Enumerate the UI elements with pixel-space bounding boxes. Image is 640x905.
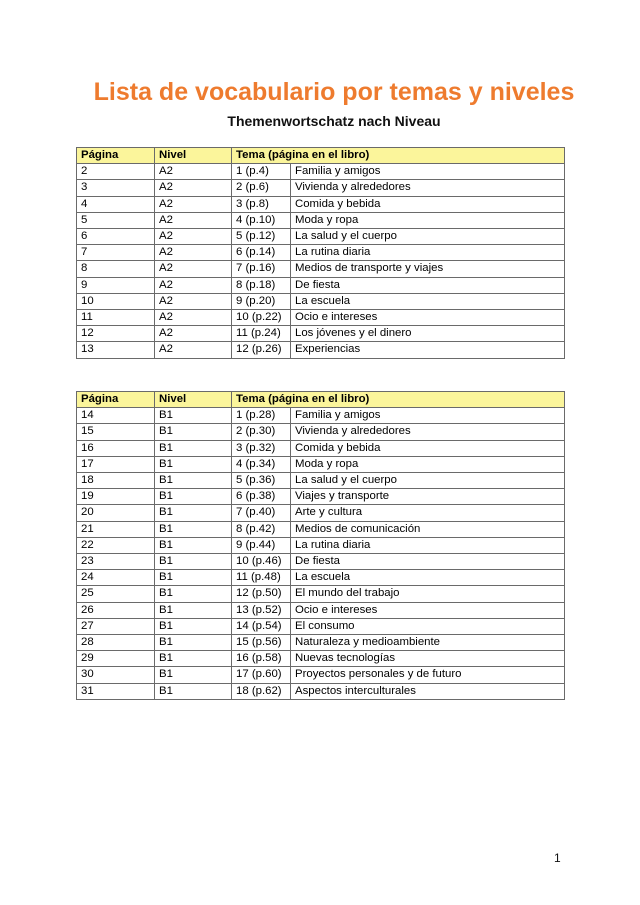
table-row xyxy=(77,635,565,651)
cell-level: B1 xyxy=(155,537,232,553)
cell-level: A2 xyxy=(155,180,232,196)
cell-page: 13 xyxy=(77,342,155,358)
cell-unit: 8 (p.18) xyxy=(232,277,291,293)
cell-topic: Aspectos interculturales xyxy=(291,683,565,699)
cell-unit: 14 (p.54) xyxy=(232,618,291,634)
cell-topic: La escuela xyxy=(291,293,565,309)
cell-topic: Medios de transporte y viajes xyxy=(291,261,565,277)
cell-unit: 16 (p.58) xyxy=(232,651,291,667)
cell-topic: La rutina diaria xyxy=(291,537,565,553)
cell-unit: 10 (p.22) xyxy=(232,310,291,326)
cell-topic: Los jóvenes y el dinero xyxy=(291,326,565,342)
table-row xyxy=(77,326,565,342)
table-row xyxy=(77,261,565,277)
header-topic: Tema (página en el libro) xyxy=(232,392,565,408)
cell-level: A2 xyxy=(155,277,232,293)
cell-topic: Medios de comunicación xyxy=(291,521,565,537)
page-title: Lista de vocabulario por temas y niveles xyxy=(93,78,575,106)
cell-page: 29 xyxy=(77,651,155,667)
vocabulary-table-b1 xyxy=(76,391,565,700)
cell-level: A2 xyxy=(155,229,232,245)
cell-level: B1 xyxy=(155,635,232,651)
cell-unit: 12 (p.50) xyxy=(232,586,291,602)
cell-unit: 3 (p.32) xyxy=(232,440,291,456)
table-header-row xyxy=(77,392,565,408)
cell-unit: 6 (p.38) xyxy=(232,489,291,505)
cell-page: 14 xyxy=(77,408,155,424)
cell-page: 22 xyxy=(77,537,155,553)
table-row xyxy=(77,277,565,293)
cell-unit: 1 (p.4) xyxy=(232,164,291,180)
table-row xyxy=(77,554,565,570)
cell-page: 12 xyxy=(77,326,155,342)
table-row xyxy=(77,180,565,196)
cell-level: B1 xyxy=(155,473,232,489)
cell-topic: El consumo xyxy=(291,618,565,634)
cell-topic: De fiesta xyxy=(291,277,565,293)
cell-topic: Familia y amigos xyxy=(291,408,565,424)
table-row xyxy=(77,489,565,505)
header-level: Nivel xyxy=(155,148,232,164)
cell-page: 30 xyxy=(77,667,155,683)
cell-unit: 11 (p.48) xyxy=(232,570,291,586)
table-row xyxy=(77,245,565,261)
cell-page: 15 xyxy=(77,424,155,440)
cell-level: B1 xyxy=(155,440,232,456)
cell-level: B1 xyxy=(155,618,232,634)
table-row xyxy=(77,602,565,618)
cell-topic: Nuevas tecnologías xyxy=(291,651,565,667)
cell-unit: 1 (p.28) xyxy=(232,408,291,424)
cell-level: B1 xyxy=(155,586,232,602)
cell-topic: Arte y cultura xyxy=(291,505,565,521)
page-number: 1 xyxy=(554,851,561,865)
cell-topic: Experiencias xyxy=(291,342,565,358)
header-page: Página xyxy=(77,392,155,408)
table-row xyxy=(77,537,565,553)
cell-topic: Comida y bebida xyxy=(291,440,565,456)
cell-unit: 5 (p.12) xyxy=(232,229,291,245)
cell-topic: Comida y bebida xyxy=(291,196,565,212)
cell-unit: 6 (p.14) xyxy=(232,245,291,261)
table-row xyxy=(77,424,565,440)
cell-unit: 12 (p.26) xyxy=(232,342,291,358)
cell-unit: 10 (p.46) xyxy=(232,554,291,570)
table-row xyxy=(77,473,565,489)
cell-page: 2 xyxy=(77,164,155,180)
cell-level: B1 xyxy=(155,651,232,667)
cell-topic: Moda y ropa xyxy=(291,456,565,472)
vocabulary-table-a2 xyxy=(76,147,565,359)
table-row xyxy=(77,521,565,537)
cell-topic: El mundo del trabajo xyxy=(291,586,565,602)
table-row xyxy=(77,229,565,245)
table-row xyxy=(77,342,565,358)
table-row xyxy=(77,293,565,309)
cell-unit: 15 (p.56) xyxy=(232,635,291,651)
header-page: Página xyxy=(77,148,155,164)
page-subtitle: Themenwortschatz nach Niveau xyxy=(227,113,441,129)
cell-unit: 2 (p.6) xyxy=(232,180,291,196)
cell-topic: Viajes y transporte xyxy=(291,489,565,505)
cell-level: B1 xyxy=(155,602,232,618)
cell-page: 17 xyxy=(77,456,155,472)
table-row xyxy=(77,212,565,228)
cell-unit: 11 (p.24) xyxy=(232,326,291,342)
cell-page: 20 xyxy=(77,505,155,521)
cell-level: B1 xyxy=(155,424,232,440)
cell-topic: Ocio e intereses xyxy=(291,310,565,326)
table-row xyxy=(77,651,565,667)
cell-level: B1 xyxy=(155,667,232,683)
cell-unit: 2 (p.30) xyxy=(232,424,291,440)
cell-unit: 13 (p.52) xyxy=(232,602,291,618)
cell-topic: Ocio e intereses xyxy=(291,602,565,618)
table-row xyxy=(77,408,565,424)
cell-unit: 9 (p.20) xyxy=(232,293,291,309)
cell-level: B1 xyxy=(155,570,232,586)
cell-page: 21 xyxy=(77,521,155,537)
cell-unit: 17 (p.60) xyxy=(232,667,291,683)
cell-topic: Vivienda y alrededores xyxy=(291,424,565,440)
cell-page: 27 xyxy=(77,618,155,634)
cell-unit: 7 (p.16) xyxy=(232,261,291,277)
cell-level: A2 xyxy=(155,310,232,326)
cell-page: 19 xyxy=(77,489,155,505)
table-row xyxy=(77,164,565,180)
cell-page: 3 xyxy=(77,180,155,196)
cell-page: 26 xyxy=(77,602,155,618)
table-row xyxy=(77,456,565,472)
cell-topic: La escuela xyxy=(291,570,565,586)
cell-topic: Naturaleza y medioambiente xyxy=(291,635,565,651)
cell-level: B1 xyxy=(155,489,232,505)
cell-unit: 9 (p.44) xyxy=(232,537,291,553)
cell-page: 9 xyxy=(77,277,155,293)
cell-page: 23 xyxy=(77,554,155,570)
cell-page: 5 xyxy=(77,212,155,228)
cell-unit: 5 (p.36) xyxy=(232,473,291,489)
table-row xyxy=(77,440,565,456)
cell-page: 28 xyxy=(77,635,155,651)
cell-unit: 18 (p.62) xyxy=(232,683,291,699)
cell-topic: De fiesta xyxy=(291,554,565,570)
table-header-row xyxy=(77,148,565,164)
cell-level: A2 xyxy=(155,342,232,358)
cell-level: B1 xyxy=(155,554,232,570)
header-level: Nivel xyxy=(155,392,232,408)
cell-page: 18 xyxy=(77,473,155,489)
table-row xyxy=(77,586,565,602)
header-topic: Tema (página en el libro) xyxy=(232,148,565,164)
cell-unit: 4 (p.34) xyxy=(232,456,291,472)
cell-topic: Proyectos personales y de futuro xyxy=(291,667,565,683)
cell-topic: La salud y el cuerpo xyxy=(291,473,565,489)
cell-level: B1 xyxy=(155,456,232,472)
cell-level: A2 xyxy=(155,164,232,180)
cell-level: B1 xyxy=(155,408,232,424)
cell-page: 31 xyxy=(77,683,155,699)
cell-topic: La rutina diaria xyxy=(291,245,565,261)
cell-level: A2 xyxy=(155,212,232,228)
cell-unit: 3 (p.8) xyxy=(232,196,291,212)
cell-level: B1 xyxy=(155,505,232,521)
cell-level: A2 xyxy=(155,261,232,277)
cell-topic: La salud y el cuerpo xyxy=(291,229,565,245)
cell-level: B1 xyxy=(155,683,232,699)
cell-level: A2 xyxy=(155,326,232,342)
table-row xyxy=(77,683,565,699)
table-row xyxy=(77,618,565,634)
cell-level: A2 xyxy=(155,293,232,309)
cell-page: 7 xyxy=(77,245,155,261)
cell-page: 25 xyxy=(77,586,155,602)
cell-unit: 7 (p.40) xyxy=(232,505,291,521)
cell-level: A2 xyxy=(155,196,232,212)
table-row xyxy=(77,570,565,586)
table-row xyxy=(77,310,565,326)
table-row xyxy=(77,667,565,683)
cell-topic: Familia y amigos xyxy=(291,164,565,180)
cell-page: 16 xyxy=(77,440,155,456)
cell-topic: Moda y ropa xyxy=(291,212,565,228)
table-row xyxy=(77,196,565,212)
cell-page: 8 xyxy=(77,261,155,277)
cell-page: 4 xyxy=(77,196,155,212)
cell-page: 11 xyxy=(77,310,155,326)
cell-level: A2 xyxy=(155,245,232,261)
cell-topic: Vivienda y alrededores xyxy=(291,180,565,196)
cell-unit: 4 (p.10) xyxy=(232,212,291,228)
cell-page: 24 xyxy=(77,570,155,586)
cell-unit: 8 (p.42) xyxy=(232,521,291,537)
cell-level: B1 xyxy=(155,521,232,537)
table-row xyxy=(77,505,565,521)
cell-page: 10 xyxy=(77,293,155,309)
cell-page: 6 xyxy=(77,229,155,245)
